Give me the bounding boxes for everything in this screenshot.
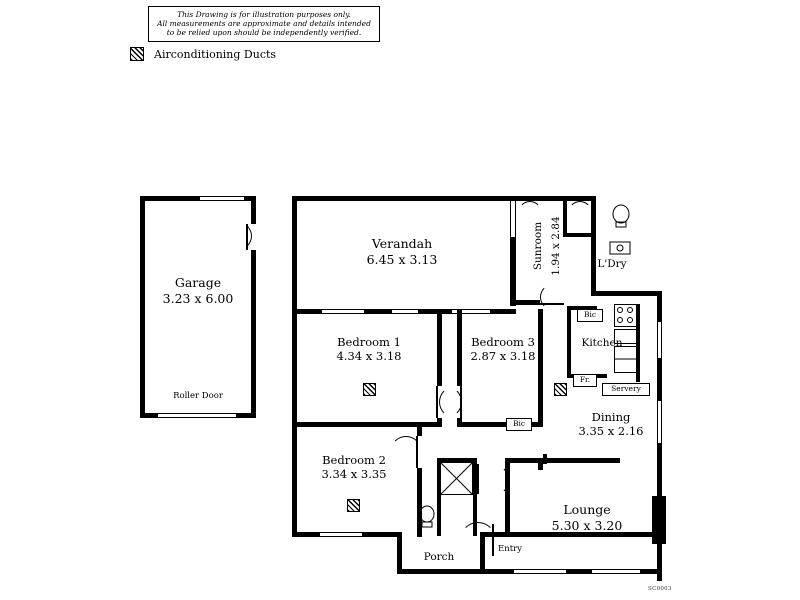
lounge-window-bottom2-line-b <box>592 573 640 574</box>
laundry-label: L'Dry <box>597 258 627 270</box>
wall-verandah-top <box>292 196 510 201</box>
drawing-code: SC0003 <box>648 586 672 592</box>
entry-label: Entry <box>498 544 522 554</box>
sunroom-door-leaf <box>540 303 564 305</box>
lounge-window-bottom2-line-a <box>592 569 640 570</box>
dining-label <box>568 410 654 439</box>
bedroom3-name: Bedroom 3 <box>471 335 535 349</box>
kitchen-window-right-line-b <box>661 322 662 358</box>
basin-fixture-icon <box>608 240 634 256</box>
duct-bedroom2-icon <box>347 499 360 512</box>
lounge-bay-wall <box>652 496 666 544</box>
bedroom2-window-line-a <box>320 532 362 533</box>
kitchen-window-right-line-a <box>657 322 658 358</box>
dining-dims: 3.35 x 2.16 <box>578 424 644 439</box>
lounge-window-bottom-line-b <box>514 573 566 574</box>
disclaimer-box <box>148 6 380 42</box>
garage-window-top-line-b <box>200 200 244 201</box>
fridge-box: Fr. <box>573 374 597 387</box>
garage-name: Garage <box>174 275 222 290</box>
bedroom1-wall-left <box>292 309 297 427</box>
dining-window-right-line-a <box>657 401 658 443</box>
hatched-square-icon <box>130 47 144 61</box>
garage-block <box>140 196 256 418</box>
garage-dims: 3.23 x 6.00 <box>162 290 234 306</box>
sunroom-dims-label <box>550 200 563 292</box>
wc-fixture-icon <box>417 504 441 532</box>
verandah-dims: 6.45 x 3.13 <box>366 251 438 267</box>
verandah-opening-2-line-a <box>392 309 418 310</box>
verandah-opening-1-line-b <box>322 313 364 314</box>
lounge-wall-top <box>510 458 620 463</box>
sunroom-top-door-arc <box>518 201 542 225</box>
ldry-wall-left <box>563 201 567 235</box>
ldry-wall-bottom <box>563 233 596 237</box>
sunroom-name: Sunroom <box>532 221 544 271</box>
bedroom3-door-arc <box>430 386 462 418</box>
disclaimer-line-3: to be relied upon should be independently verified. <box>166 28 362 38</box>
garage-label <box>140 275 256 306</box>
wall-kitchen-top <box>591 291 662 296</box>
garage-window-top-line-a <box>200 196 244 197</box>
garage-roller-door-line-a <box>158 413 236 414</box>
bedroom2-name: Bedroom 2 <box>322 453 386 467</box>
shower-icon <box>440 462 474 496</box>
lounge-wall-top-stub <box>543 454 547 464</box>
dining-window-right-line-b <box>661 401 662 443</box>
servery-box: Servery <box>602 383 650 396</box>
bedroom3-label <box>464 335 542 364</box>
roller-door-label: Roller Door <box>173 391 223 401</box>
bedroom3-wall-right <box>538 309 543 427</box>
entry-door-leaf <box>492 524 494 556</box>
lounge-label <box>532 502 642 533</box>
garage-roller-door-line-b <box>158 417 236 418</box>
verandah-opening-2-line-b <box>392 313 418 314</box>
bedroom2-window-line-b <box>320 536 362 537</box>
bic-bedroom3-box: Bic <box>577 309 603 322</box>
dining-name: Dining <box>591 410 631 424</box>
duct-bedroom1-icon <box>363 383 376 396</box>
entry-door-arc <box>460 522 496 558</box>
bedroom2-dims: 3.34 x 3.35 <box>321 467 387 482</box>
verandah-name: Verandah <box>371 236 433 251</box>
duct-hall-icon <box>554 383 567 396</box>
lounge-window-bottom-line-a <box>514 569 566 570</box>
sunroom-dims: 1.94 x 2.84 <box>550 216 562 276</box>
bedroom1-name: Bedroom 1 <box>337 335 401 349</box>
verandah-label <box>312 236 492 267</box>
sunroom-wall-bottom <box>516 300 540 305</box>
lounge-dims: 5.30 x 3.20 <box>551 517 623 533</box>
bathroom-door-leaf <box>477 464 479 494</box>
disclaimer-line-1: This Drawing is for illustration purposes only. <box>177 10 351 19</box>
toilet-fixture-icon <box>608 202 636 236</box>
house-block <box>292 196 676 578</box>
ldry-door-arc <box>568 201 592 225</box>
legend <box>130 47 276 61</box>
sunroom-window-left-line-a <box>510 201 511 237</box>
porch-label: Porch <box>423 551 455 563</box>
disclaimer-line-2: All measurements are approximate and details intended <box>157 19 371 29</box>
bedroom2-label <box>292 453 416 482</box>
bedroom3-dims: 2.87 x 3.18 <box>470 349 536 364</box>
bedroom1-label <box>310 335 428 364</box>
bedroom1-dims: 4.34 x 3.18 <box>336 349 402 364</box>
verandah-opening-1-line-a <box>322 309 364 310</box>
kitchen-label: Kitchen <box>581 337 623 349</box>
hall-wall-right <box>505 458 510 532</box>
legend-label: Airconditioning Ducts <box>154 47 277 61</box>
garage-door-swing-arc <box>224 222 252 250</box>
lounge-name: Lounge <box>563 502 611 517</box>
bic-hall-box: Bic <box>506 418 532 431</box>
sunroom-window-left-line-b <box>515 201 516 237</box>
wall-left-upper <box>292 196 297 314</box>
kitchen-wall-right <box>636 304 640 382</box>
garage-wall-left <box>140 196 145 418</box>
